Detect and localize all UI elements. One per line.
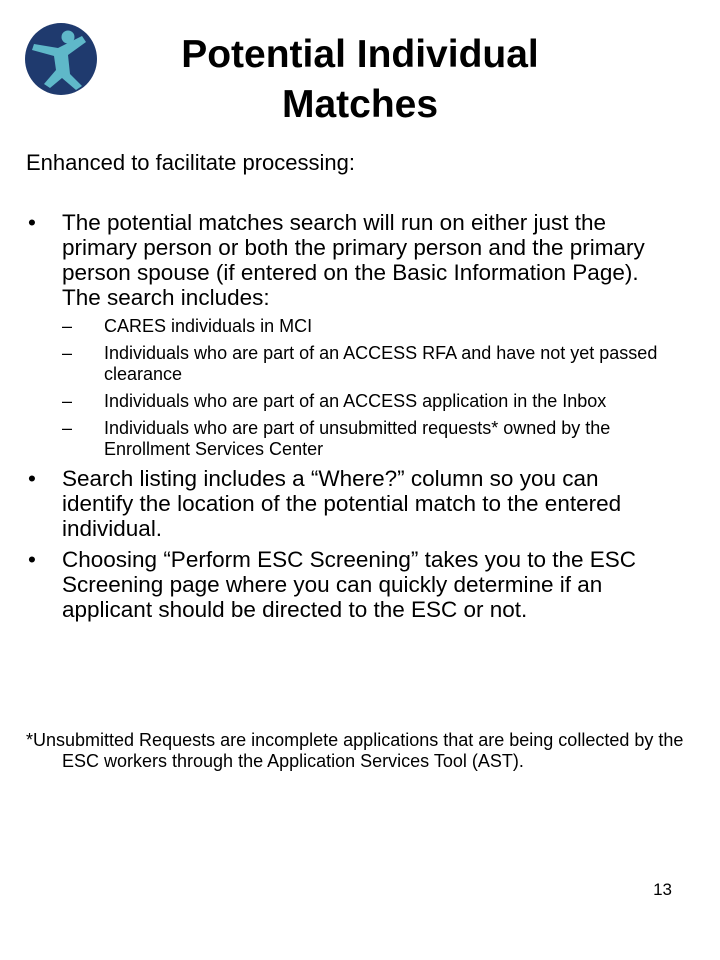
bullet-mark: • [28,466,36,491]
dash-mark: – [62,391,73,411]
intro-text: Enhanced to facilitate processing: [26,150,355,175]
sub-list [62,316,676,460]
bullet-text: Search listing includes a “Where?” column so you can identify the location of the potential match to the entered individual. [62,466,622,541]
bullet-list [26,210,676,628]
sub-item [62,316,676,337]
sub-text: Individuals who are part of unsubmitted requests* owned by the Enrollment Services Center [104,418,611,459]
bullet-text: Choosing “Perform ESC Screening” takes you to the ESC Screening page where you can quickly determine if an applicant should be directed to the ESC or not. [62,547,637,622]
sub-text: CARES individuals in MCI [104,316,313,336]
page-number: 13 [653,880,672,899]
dash-mark: – [62,418,73,438]
bullet-item [26,547,676,622]
bullet-mark: • [28,210,36,235]
bullet-mark: • [28,547,36,572]
bullet-item [26,210,676,460]
bullet-item [26,466,676,541]
sub-item [62,391,676,412]
dash-mark: – [62,343,73,363]
sub-text: Individuals who are part of an ACCESS RFA and have not yet passed clearance [104,343,658,384]
sub-item [62,418,676,460]
bullet-text: The potential matches search will run on either just the primary person or both the primary person and the primary person spouse (if entered on the Basic Information Page). The search includes: [62,210,645,310]
person-figure-logo-icon [24,22,98,96]
page-title: Potential Individual Matches [181,33,539,126]
dash-mark: – [62,316,73,336]
sub-text: Individuals who are part of an ACCESS application in the Inbox [104,391,607,411]
footnote: *Unsubmitted Requests are incomplete applications that are being collected by the ESC workers through the Application Services Tool (AST). [26,730,684,771]
sub-item [62,343,676,385]
